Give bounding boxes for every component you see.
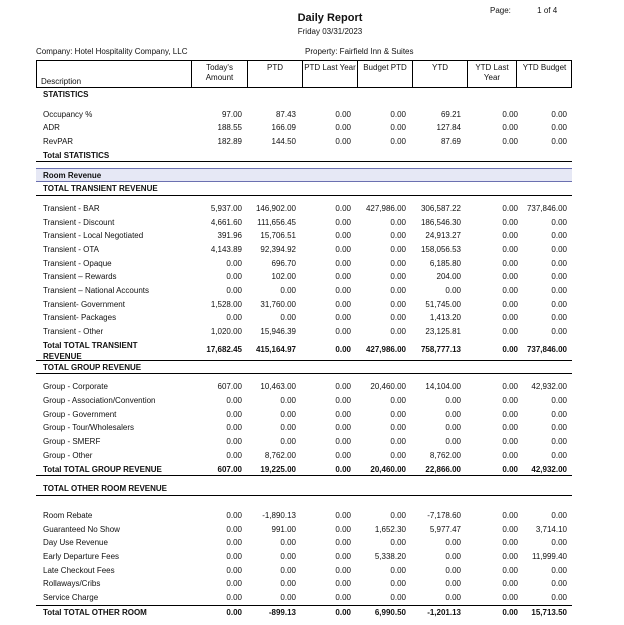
cell-today-amount: 17,682.45 xyxy=(206,344,242,354)
cell-ptd-last-year: 0.00 xyxy=(335,285,351,295)
row-label: Guaranteed No Show xyxy=(43,524,120,534)
cell-ptd-last-year: 0.00 xyxy=(335,344,351,354)
cell-ptd-last-year: 0.00 xyxy=(335,464,351,474)
column-ytd: YTD xyxy=(412,61,467,87)
cell-ptd: -899.13 xyxy=(268,607,296,617)
cell-ytd-budget: 0.00 xyxy=(551,217,567,227)
cell-today-amount: 4,661.60 xyxy=(210,217,242,227)
cell-ytd: 0.00 xyxy=(445,437,461,447)
cell-today-amount: 0.00 xyxy=(226,437,242,447)
report-date: Friday 03/31/2023 xyxy=(297,27,363,36)
row-label: Transient - Opaque xyxy=(43,258,112,268)
cell-ytd: 306,587.22 xyxy=(420,203,461,213)
cell-ptd: 87.43 xyxy=(275,109,296,119)
cell-budget-ptd: 0.00 xyxy=(390,272,406,282)
table-row xyxy=(36,284,572,298)
table-row xyxy=(36,591,572,605)
row-label: Transient- Packages xyxy=(43,313,117,323)
cell-ytd-budget: 0.00 xyxy=(551,137,567,147)
table-row xyxy=(36,536,572,550)
cell-ytd: 186,546.30 xyxy=(420,217,461,227)
cell-today-amount: 1,528.00 xyxy=(210,299,242,309)
cell-ptd: 415,164.97 xyxy=(255,344,296,354)
total-row xyxy=(36,339,572,361)
cell-ytd: 0.00 xyxy=(445,396,461,406)
row-label: Transient - Other xyxy=(43,327,104,336)
cell-ytd-budget: 0.00 xyxy=(551,231,567,241)
cell-budget-ptd: 0.00 xyxy=(390,313,406,323)
table-row xyxy=(36,202,572,216)
row-label: Day Use Revenue xyxy=(43,538,108,548)
table-row xyxy=(36,121,572,135)
cell-ptd-last-year: 0.00 xyxy=(335,272,351,282)
cell-budget-ptd: 0.00 xyxy=(390,565,406,575)
cell-ptd-last-year: 0.00 xyxy=(335,231,351,241)
table-row xyxy=(36,449,572,463)
row-label: Transient – National Accounts xyxy=(43,285,149,295)
cell-ytd: 23,125.81 xyxy=(425,327,461,336)
cell-ytd: 0.00 xyxy=(445,423,461,433)
cell-budget-ptd: 0.00 xyxy=(390,409,406,419)
cell-ptd: 144.50 xyxy=(271,137,296,147)
cell-budget-ptd: 0.00 xyxy=(390,450,406,460)
cell-budget-ptd: 0.00 xyxy=(390,217,406,227)
cell-budget-ptd: 20,460.00 xyxy=(370,464,406,474)
cell-ptd: -1,890.13 xyxy=(262,510,296,520)
cell-ytd-last-year: 0.00 xyxy=(502,396,518,406)
cell-ptd-last-year: 0.00 xyxy=(335,450,351,460)
cell-ptd-last-year: 0.00 xyxy=(335,551,351,561)
cell-ptd: 0.00 xyxy=(280,538,296,548)
table-row xyxy=(36,577,572,591)
cell-ytd: 758,777.13 xyxy=(420,344,461,354)
cell-ytd-last-year: 0.00 xyxy=(502,565,518,575)
row-label: Late Checkout Fees xyxy=(43,565,115,575)
cell-ytd-budget: 737,846.00 xyxy=(526,203,567,213)
cell-ytd-budget: 15,713.50 xyxy=(531,607,567,617)
cell-ptd-last-year: 0.00 xyxy=(335,313,351,323)
cell-ptd: 0.00 xyxy=(280,593,296,602)
cell-ptd-last-year: 0.00 xyxy=(335,382,351,392)
cell-ytd-last-year: 0.00 xyxy=(502,231,518,241)
cell-ytd-budget: 0.00 xyxy=(551,538,567,548)
cell-budget-ptd: 0.00 xyxy=(390,109,406,119)
cell-ytd: 204.00 xyxy=(436,272,461,282)
cell-ytd-last-year: 0.00 xyxy=(502,409,518,419)
cell-today-amount: 0.00 xyxy=(226,423,242,433)
table-row xyxy=(36,380,572,394)
row-label: Service Charge xyxy=(43,593,99,602)
row-label: Group - Other xyxy=(43,450,93,460)
cell-budget-ptd: 0.00 xyxy=(390,593,406,602)
section-label: STATISTICS xyxy=(43,90,89,99)
cell-budget-ptd: 427,986.00 xyxy=(365,203,406,213)
cell-ptd-last-year: 0.00 xyxy=(335,327,351,336)
cell-ytd: 0.00 xyxy=(445,409,461,419)
cell-ptd: 166.09 xyxy=(271,123,296,133)
cell-ytd-last-year: 0.00 xyxy=(502,450,518,460)
cell-ytd-budget: 42,932.00 xyxy=(531,382,567,392)
cell-today-amount: 4,143.89 xyxy=(210,244,242,254)
table-row xyxy=(36,421,572,435)
column-ptd: PTD xyxy=(247,61,302,87)
cell-ytd: 6,185.80 xyxy=(429,258,461,268)
section-header xyxy=(36,482,572,496)
table-row xyxy=(36,298,572,312)
cell-ptd-last-year: 0.00 xyxy=(335,423,351,433)
cell-ptd: 31,760.00 xyxy=(260,299,296,309)
cell-ptd-last-year: 0.00 xyxy=(335,203,351,213)
page-number: 1 of 4 xyxy=(537,6,558,15)
cell-ytd-budget: 0.00 xyxy=(551,299,567,309)
row-label: RevPAR xyxy=(43,137,74,147)
cell-ytd-last-year: 0.00 xyxy=(502,299,518,309)
cell-ytd: 51,745.00 xyxy=(425,299,461,309)
cell-ytd: 14,104.00 xyxy=(425,382,461,392)
row-label: Room Rebate xyxy=(43,510,93,520)
cell-ytd-last-year: 0.00 xyxy=(502,109,518,119)
row-label: Transient - OTA xyxy=(43,244,100,254)
cell-ytd-last-year: 0.00 xyxy=(502,123,518,133)
cell-budget-ptd: 0.00 xyxy=(390,244,406,254)
cell-today-amount: 391.96 xyxy=(217,231,242,241)
cell-ptd-last-year: 0.00 xyxy=(335,510,351,520)
cell-ptd: 15,946.39 xyxy=(260,327,296,336)
cell-ptd: 19,225.00 xyxy=(260,464,296,474)
cell-ptd-last-year: 0.00 xyxy=(335,258,351,268)
cell-ytd-last-year: 0.00 xyxy=(502,607,518,617)
row-label: Group - Government xyxy=(43,409,117,419)
cell-budget-ptd: 6,990.50 xyxy=(374,607,406,617)
cell-ytd-last-year: 0.00 xyxy=(502,272,518,282)
cell-ytd-last-year: 0.00 xyxy=(502,203,518,213)
cell-ytd-last-year: 0.00 xyxy=(502,524,518,534)
row-label: Transient – Rewards xyxy=(43,272,117,282)
table-row xyxy=(36,394,572,408)
cell-ytd-last-year: 0.00 xyxy=(502,464,518,474)
company-name: Company: Hotel Hospitality Company, LLC xyxy=(36,47,188,56)
cell-ytd-budget: 3,714.10 xyxy=(535,524,567,534)
cell-ptd: 15,706.51 xyxy=(260,231,296,241)
cell-ptd: 0.00 xyxy=(280,565,296,575)
cell-budget-ptd: 5,338.20 xyxy=(374,551,406,561)
cell-ytd-last-year: 0.00 xyxy=(502,382,518,392)
cell-ytd-budget: 0.00 xyxy=(551,272,567,282)
row-label: Total TOTAL TRANSIENT REVENUE xyxy=(43,340,138,361)
cell-ytd-last-year: 0.00 xyxy=(502,327,518,336)
column-today: Today's Amount xyxy=(191,61,247,87)
table-row xyxy=(36,435,572,449)
cell-ptd-last-year: 0.00 xyxy=(335,538,351,548)
row-label: Occupancy % xyxy=(43,109,93,119)
cell-ptd: 0.00 xyxy=(280,313,296,323)
row-label: Rollaways/Cribs xyxy=(43,579,101,589)
column-description: Description xyxy=(41,77,82,86)
cell-ytd-budget: 0.00 xyxy=(551,510,567,520)
cell-today-amount: 0.00 xyxy=(226,313,242,323)
cell-today-amount: 188.55 xyxy=(217,123,242,133)
cell-ytd-last-year: 0.00 xyxy=(502,437,518,447)
cell-ptd: 0.00 xyxy=(280,579,296,589)
section-label: TOTAL GROUP REVENUE xyxy=(43,362,142,372)
cell-ytd-budget: 0.00 xyxy=(551,450,567,460)
cell-ytd-budget: 0.00 xyxy=(551,123,567,133)
cell-ptd-last-year: 0.00 xyxy=(335,579,351,589)
cell-ptd-last-year: 0.00 xyxy=(335,396,351,406)
cell-ytd: 0.00 xyxy=(445,285,461,295)
row-label: Group - Corporate xyxy=(43,382,108,392)
cell-budget-ptd: 427,986.00 xyxy=(365,344,406,354)
cell-today-amount: 0.00 xyxy=(226,285,242,295)
cell-budget-ptd: 0.00 xyxy=(390,437,406,447)
row-label: Group - Tour/Wholesalers xyxy=(43,423,134,433)
cell-ytd: -1,201.13 xyxy=(427,607,461,617)
cell-ytd-budget: 11,999.40 xyxy=(532,551,567,561)
cell-ptd-last-year: 0.00 xyxy=(335,137,351,147)
cell-today-amount: 0.00 xyxy=(226,607,242,617)
cell-ptd: 0.00 xyxy=(280,409,296,419)
cell-ytd-last-year: 0.00 xyxy=(502,285,518,295)
cell-today-amount: 97.00 xyxy=(221,109,242,119)
table-row xyxy=(36,270,572,284)
cell-ytd-last-year: 0.00 xyxy=(502,258,518,268)
cell-ytd-budget: 0.00 xyxy=(551,423,567,433)
cell-ytd: 1,413.20 xyxy=(429,313,461,323)
room-revenue-band xyxy=(36,168,572,182)
row-label: Early Departure Fees xyxy=(43,551,120,561)
cell-budget-ptd: 0.00 xyxy=(390,285,406,295)
cell-ytd: 0.00 xyxy=(445,538,461,548)
room-revenue-label: Room Revenue xyxy=(43,171,102,181)
total-row xyxy=(36,149,572,163)
table-row xyxy=(36,550,572,564)
column-ptd-last-year: PTD Last Year xyxy=(302,61,357,87)
cell-ptd: 111,656.45 xyxy=(257,217,296,227)
cell-today-amount: 0.00 xyxy=(226,450,242,460)
column-budget-ptd: Budget PTD xyxy=(357,61,412,87)
property-name: Property: Fairfield Inn & Suites xyxy=(305,47,414,56)
cell-ytd-budget: 0.00 xyxy=(551,593,567,602)
table-row xyxy=(36,509,572,523)
table-row xyxy=(36,564,572,578)
table-row xyxy=(36,135,572,149)
cell-today-amount: 0.00 xyxy=(226,565,242,575)
cell-budget-ptd: 1,652.30 xyxy=(374,524,406,534)
cell-ytd-budget: 0.00 xyxy=(551,258,567,268)
cell-ptd: 696.70 xyxy=(271,258,296,268)
column-header xyxy=(36,60,572,88)
cell-ytd-last-year: 0.00 xyxy=(502,313,518,323)
cell-ytd-last-year: 0.00 xyxy=(502,244,518,254)
row-label: Transient - Local Negotiated xyxy=(43,231,144,241)
cell-ytd: 0.00 xyxy=(445,565,461,575)
cell-ytd-budget: 0.00 xyxy=(551,396,567,406)
cell-budget-ptd: 0.00 xyxy=(390,510,406,520)
cell-today-amount: 0.00 xyxy=(226,258,242,268)
cell-ptd-last-year: 0.00 xyxy=(335,409,351,419)
table-row xyxy=(36,216,572,230)
cell-ytd-budget: 0.00 xyxy=(551,244,567,254)
section-header xyxy=(36,88,572,102)
section-header xyxy=(36,182,572,196)
cell-ptd-last-year: 0.00 xyxy=(335,123,351,133)
total-row xyxy=(36,605,572,619)
cell-today-amount: 607.00 xyxy=(217,464,242,474)
cell-today-amount: 0.00 xyxy=(226,551,242,561)
cell-ptd: 146,902.00 xyxy=(255,203,296,213)
cell-today-amount: 0.00 xyxy=(226,396,242,406)
cell-ytd-last-year: 0.00 xyxy=(502,579,518,589)
cell-ytd-budget: 0.00 xyxy=(551,313,567,323)
cell-ytd: 0.00 xyxy=(445,579,461,589)
cell-ytd-budget: 0.00 xyxy=(551,409,567,419)
cell-today-amount: 0.00 xyxy=(226,593,242,602)
cell-ytd-last-year: 0.00 xyxy=(502,510,518,520)
cell-budget-ptd: 0.00 xyxy=(390,538,406,548)
section-header xyxy=(36,361,572,375)
cell-ytd: 158,056.53 xyxy=(420,244,461,254)
cell-ytd-last-year: 0.00 xyxy=(502,551,518,561)
cell-budget-ptd: 0.00 xyxy=(390,299,406,309)
cell-budget-ptd: 0.00 xyxy=(390,396,406,406)
cell-ytd-last-year: 0.00 xyxy=(502,593,518,602)
cell-ptd-last-year: 0.00 xyxy=(335,217,351,227)
cell-ptd: 0.00 xyxy=(280,437,296,447)
cell-ptd-last-year: 0.00 xyxy=(335,299,351,309)
cell-budget-ptd: 0.00 xyxy=(390,423,406,433)
cell-ytd: 5,977.47 xyxy=(429,524,461,534)
table-row xyxy=(36,311,572,325)
cell-ytd: 22,866.00 xyxy=(425,464,461,474)
page-label: Page: xyxy=(490,6,511,15)
table-row xyxy=(36,229,572,243)
cell-ptd: 991.00 xyxy=(271,524,296,534)
cell-budget-ptd: 0.00 xyxy=(390,123,406,133)
cell-ytd-budget: 0.00 xyxy=(551,327,567,336)
cell-ptd-last-year: 0.00 xyxy=(335,244,351,254)
table-row xyxy=(36,243,572,257)
cell-today-amount: 0.00 xyxy=(226,538,242,548)
table-row xyxy=(36,408,572,422)
cell-ptd: 0.00 xyxy=(280,551,296,561)
cell-ptd: 102.00 xyxy=(271,272,296,282)
row-label: Group - SMERF xyxy=(43,437,101,447)
cell-ytd-budget: 0.00 xyxy=(551,109,567,119)
cell-ytd-budget: 737,846.00 xyxy=(526,344,567,354)
cell-ytd-budget: 0.00 xyxy=(551,285,567,295)
cell-budget-ptd: 20,460.00 xyxy=(370,382,406,392)
cell-budget-ptd: 0.00 xyxy=(390,258,406,268)
cell-ytd: 0.00 xyxy=(445,551,461,561)
cell-ytd-budget: 42,932.00 xyxy=(531,464,567,474)
cell-ptd-last-year: 0.00 xyxy=(335,565,351,575)
section-label: TOTAL OTHER ROOM REVENUE xyxy=(43,484,168,494)
cell-ptd: 8,762.00 xyxy=(264,450,296,460)
cell-ptd: 0.00 xyxy=(280,423,296,433)
total-row xyxy=(36,463,572,477)
report-title: Daily Report xyxy=(297,12,363,24)
row-label: Transient - BAR xyxy=(43,203,100,213)
cell-ptd-last-year: 0.00 xyxy=(335,593,351,602)
cell-ptd: 0.00 xyxy=(280,396,296,406)
cell-today-amount: 1,020.00 xyxy=(210,327,242,336)
row-label: Group - Association/Convention xyxy=(43,396,156,406)
cell-today-amount: 607.00 xyxy=(217,382,242,392)
row-label: Transient - Discount xyxy=(43,217,115,227)
cell-today-amount: 0.00 xyxy=(226,510,242,520)
cell-ytd-budget: 0.00 xyxy=(551,437,567,447)
cell-ytd-last-year: 0.00 xyxy=(502,137,518,147)
cell-today-amount: 0.00 xyxy=(226,272,242,282)
cell-ytd: 24,913.27 xyxy=(425,231,461,241)
cell-ytd-budget: 0.00 xyxy=(551,579,567,589)
cell-ytd: 127.84 xyxy=(436,123,461,133)
total-label: Total STATISTICS xyxy=(43,150,110,160)
row-label: Total TOTAL OTHER ROOM xyxy=(43,607,147,617)
cell-today-amount: 0.00 xyxy=(226,409,242,419)
cell-ytd: 87.69 xyxy=(440,137,461,147)
row-label: Total TOTAL GROUP REVENUE xyxy=(43,464,162,474)
section-label: TOTAL TRANSIENT REVENUE xyxy=(43,184,158,194)
cell-budget-ptd: 0.00 xyxy=(390,327,406,336)
column-ytd-budget: YTD Budget xyxy=(516,61,572,87)
cell-ytd: 69.21 xyxy=(440,109,461,119)
row-label: Transient- Government xyxy=(43,299,125,309)
cell-today-amount: 0.00 xyxy=(226,524,242,534)
cell-ptd-last-year: 0.00 xyxy=(335,109,351,119)
cell-ptd-last-year: 0.00 xyxy=(335,524,351,534)
cell-today-amount: 0.00 xyxy=(226,579,242,589)
cell-ytd-last-year: 0.00 xyxy=(502,217,518,227)
cell-ytd-last-year: 0.00 xyxy=(502,423,518,433)
row-label: ADR xyxy=(43,123,60,133)
cell-ytd: 0.00 xyxy=(445,593,461,602)
table-row xyxy=(36,257,572,271)
cell-ytd-last-year: 0.00 xyxy=(502,538,518,548)
cell-ptd: 92,394.92 xyxy=(260,244,296,254)
table-row xyxy=(36,325,572,339)
cell-budget-ptd: 0.00 xyxy=(390,579,406,589)
cell-today-amount: 182.89 xyxy=(217,137,242,147)
cell-ytd-budget: 0.00 xyxy=(551,565,567,575)
cell-ptd: 10,463.00 xyxy=(260,382,296,392)
report-body xyxy=(36,88,572,618)
cell-ytd-last-year: 0.00 xyxy=(502,344,518,354)
table-row xyxy=(36,523,572,537)
column-ytd-last-year: YTD Last Year xyxy=(467,61,516,87)
cell-ytd: 8,762.00 xyxy=(429,450,461,460)
cell-budget-ptd: 0.00 xyxy=(390,137,406,147)
table-row xyxy=(36,108,572,122)
cell-ytd: -7,178.60 xyxy=(427,510,461,520)
cell-ptd-last-year: 0.00 xyxy=(335,607,351,617)
cell-today-amount: 5,937.00 xyxy=(210,203,242,213)
cell-budget-ptd: 0.00 xyxy=(390,231,406,241)
cell-ptd: 0.00 xyxy=(280,285,296,295)
cell-ptd-last-year: 0.00 xyxy=(335,437,351,447)
